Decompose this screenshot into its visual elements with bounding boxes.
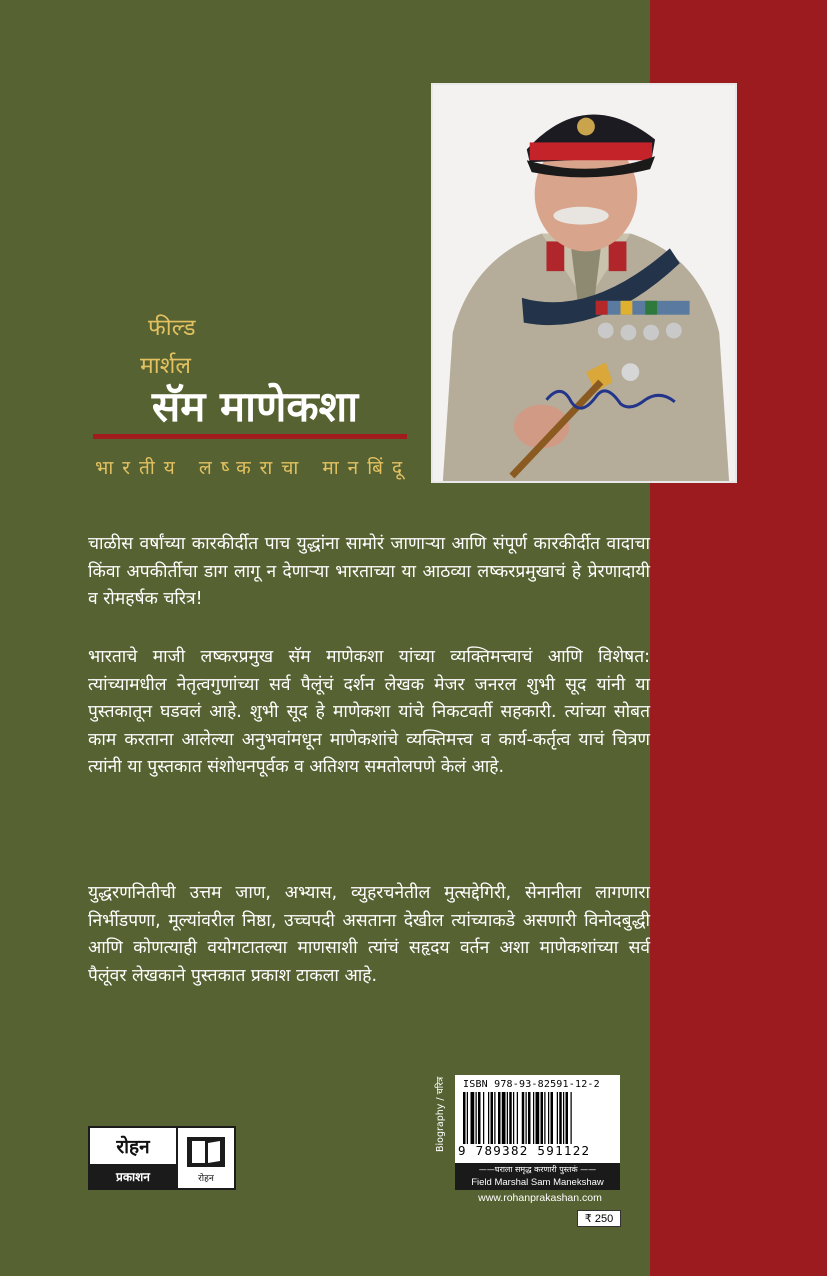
book-subtitle: भारतीय लष्कराचा मानबिंदू [95,457,412,479]
publisher-logo-label: प्रकाशन [90,1164,176,1188]
publisher-tagline: —— घराला समृद्ध करणारी पुस्तकं —— [455,1163,620,1176]
barcode-number: 9 789382 591122 [458,1143,591,1158]
book-icon [184,1133,228,1173]
publisher-logo-text [90,1128,178,1188]
blurb-paragraph-2: भारताचे माजी लष्करप्रमुख सॅम माणेकशा यांच्या व्यक्तिमत्त्वाचं आणि विशेषत: त्यांच्यामधील नेतृत्वगुणांच्या सर्व पैलूंचं दर्शन लेखक मेजर जनरल शुभी सूद यांनी या पुस्तकातून घडवलं आहे. शुभी सूद हे माणेकशा यांचे निकटवर्ती सहकारी. त्यांच्या सोबत काम करताना आलेल्या अनुभवांमधून माणेकशांचे व्यक्तिमत्त्व व कार्य-कर्तृत्व याचं चित्रण त्यांनी या पुस्तकात संशोधनपूर्वक व अतिशय समतोलपणे केलं आहे. [88,647,650,777]
tagline-band [455,1163,620,1190]
book-title: सॅम माणेकशा [151,382,359,431]
publisher-logo [88,1126,236,1190]
book-name-english: Field Marshal Sam Manekshaw [471,1177,604,1188]
title-underline [93,434,407,439]
publisher-logo-side: रोहन [198,1173,214,1184]
portrait-photo [431,83,737,483]
title-line-marshal: मार्शल [140,353,191,379]
price-tag: ₹ 250 [577,1210,621,1227]
publisher-website: www.rohanprakashan.com [478,1192,602,1204]
isbn-barcode [455,1075,620,1163]
title-line-field: फील्ड [148,315,196,341]
isbn-text: ISBN 978-93-82591-12-2 [463,1079,600,1090]
blurb-paragraph-1: चाळीस वर्षांच्या कारकीर्दीत पाच युद्धांना सामोरं जाणाऱ्या आणि संपूर्ण कारकीर्दीत वादाचा किंवा अपकीर्तीचा डाग लागू न देणाऱ्या भारताच्या या आठव्या लष्करप्रमुखाचं हे प्रेरणादायी व रोमहर्षक चरित्र! [88,534,650,609]
publisher-logo-mark [178,1128,234,1188]
genre-label: Biography / चरित्र [435,1076,446,1152]
blurb-paragraph-3: युद्धरणनितीची उत्तम जाण, अभ्यास, व्युहरचनेतील मुत्सद्देगिरी, सेनानीला लागणारा निर्भीडपणा, मूल्यांवरील निष्ठा, उच्चपदी असताना देखील त्यांच्याकडे असणारी विनोदबुद्धी आणि कोणत्याही वयोगटातल्या माणसाशी त्यांचं सहृदय वर्तन अशा माणेकशांच्या सर्व पैलूंवर लेखकाने पुस्तकात प्रकाश टाकला आहे. [88,883,650,986]
publisher-logo-name: रोहन [116,1136,150,1158]
barcode-bars [461,1092,614,1144]
